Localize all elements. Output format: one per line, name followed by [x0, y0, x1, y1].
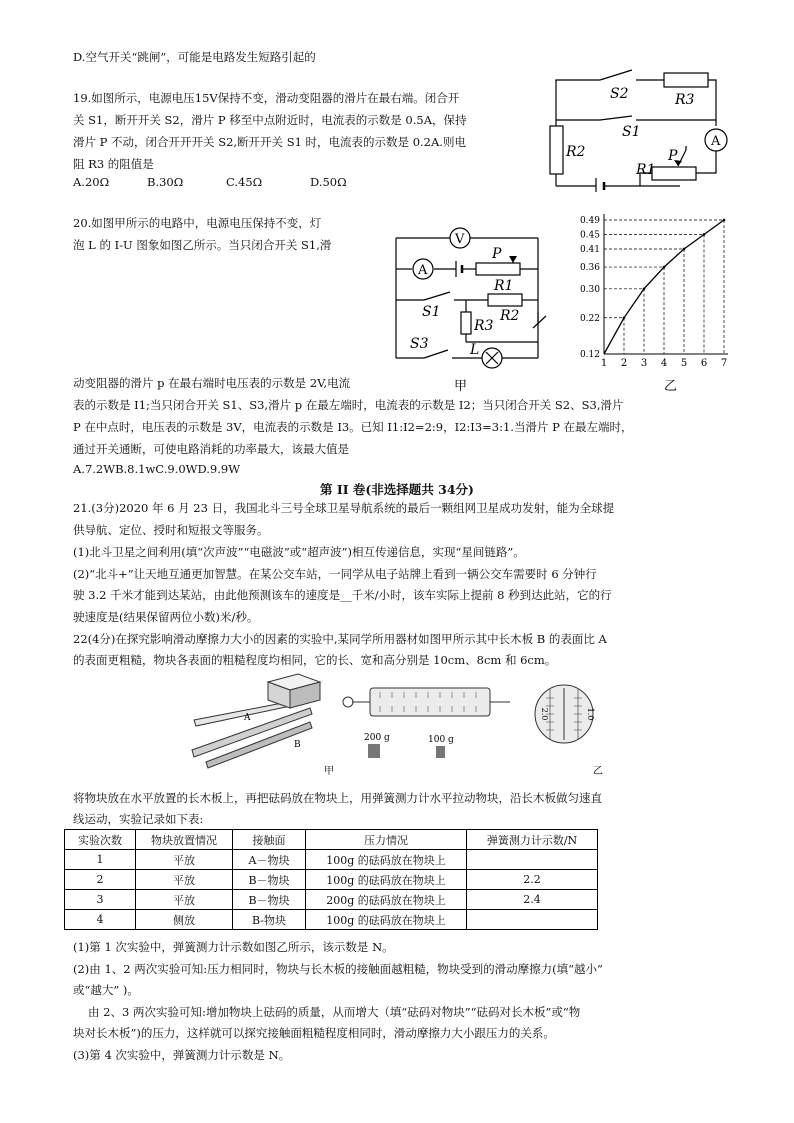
q22-line: 线运动，实验记录如下表:	[73, 812, 204, 826]
q22-question: (1)第 1 次实验中，弹簧测力计示数如图乙所示，该示数是 N。	[73, 940, 394, 954]
q21-line: 供导航、定位、授时和短报文等服务。	[73, 523, 269, 537]
q20-label-p: P	[492, 246, 502, 262]
table-row	[65, 910, 598, 930]
q22-question: 块对长木板”)的压力，这样就可以探究接触面粗糙程度相同时，滑动摩擦力大小跟压力的关系。	[73, 1026, 555, 1040]
q22-line: 将物块放在水平放置的长木板上，再把砝码放在物块上，用弹簧测力计水平拉动物块，沿长木板做匀速直	[73, 791, 602, 805]
q20-ammeter-label: A	[418, 263, 428, 278]
table-cell: 200g 的砝码放在物块上	[306, 890, 467, 910]
table-header-row	[65, 830, 598, 850]
dial-left-label: 2.0	[540, 707, 549, 721]
q19-line: 阻 R3 的阻值是	[73, 157, 154, 171]
q19-option-a: A.20Ω	[73, 175, 110, 189]
table-header: 接触面	[233, 830, 306, 850]
q19-label-r1: R1	[636, 162, 656, 178]
q19-line: 关 S1，断开开关 S2，滑片 P 移至中点附近时，电流表的示数是 0.5A，保持	[73, 113, 467, 127]
y-tick-label: 0.36	[579, 263, 600, 274]
q20-circuit-diagram	[388, 216, 558, 396]
table-header: 压力情况	[306, 830, 467, 850]
q19-label-s2: S2	[610, 86, 629, 102]
q19-circuit-diagram	[540, 42, 740, 192]
table-cell: B-物块	[233, 910, 306, 930]
y-tick-label: 0.45	[579, 230, 600, 241]
table-cell: 100g 的砝码放在物块上	[306, 910, 467, 930]
q20-line: 20.如图甲所示的电路中，电源电压保持不变，灯	[73, 216, 322, 230]
table-cell: 侧放	[136, 910, 233, 930]
table-cell: B－物块	[233, 870, 306, 890]
q22-caption-jia: 甲	[324, 766, 334, 777]
q20-label-l: L	[470, 342, 480, 358]
q19-option-c: C.45Ω	[226, 175, 263, 189]
q19-label-p: P	[668, 148, 678, 164]
q19-label-r3: R3	[675, 92, 695, 108]
weight-100g	[436, 746, 445, 758]
dial-right-label: 1.0	[586, 707, 595, 721]
table-header: 物块放置情况	[136, 830, 233, 850]
q20-line: P 在中点时，电压表的示数是 3V，电流表的示数是 I3。已知 I1:I2=2:9，I2:I3=3:1.当滑片 P 在最左端时，	[73, 420, 633, 434]
q20-line: 动变阻器的滑片 p 在最右端时电压表的示数是 2V,电流	[73, 376, 351, 390]
table-cell: 100g 的砝码放在物块上	[306, 850, 467, 870]
x-tick-label: 4	[660, 358, 668, 369]
q21-line: (1)北斗卫星之间利用(填“次声波”“电磁波”或“超声波”)相互传递信息，实现“星间链路”。	[73, 545, 525, 559]
x-tick-label: 6	[700, 358, 708, 369]
q20-label-r3: R3	[474, 318, 494, 334]
q20-caption-jia: 甲	[454, 379, 468, 394]
q20-label-s1: S1	[422, 304, 441, 320]
q19-ammeter-label: A	[711, 134, 721, 149]
table-row	[65, 870, 598, 890]
q20-line: 泡 L 的 I-U 图象如图乙所示。当只闭合开关 S1,滑	[73, 238, 332, 252]
q19-line: 滑片 P 不动，闭合开开开关 S2,断开开关 S1 时，电流表的示数是 0.2A.则电	[73, 135, 466, 149]
table-row	[65, 850, 598, 870]
q20-iu-graph	[568, 210, 738, 395]
x-tick-label: 2	[620, 358, 628, 369]
q21-line: 21.(3分)2020 年 6 月 23 日，我国北斗三号全球卫星导航系统的最后一颗组网卫星成功发射，能为全球提	[73, 501, 615, 515]
weight-200g-label: 200 g	[364, 733, 390, 743]
table-cell: 2.2	[467, 870, 598, 890]
q20-label-r1: R1	[494, 278, 514, 294]
y-tick-label: 0.22	[579, 313, 600, 324]
q22-apparatus-figure	[180, 670, 620, 785]
table-header: 实验次数	[65, 830, 136, 850]
q22-line: 的表面更粗糙，物块各表面的粗糙程度均相同，它的长、宽和高分别是 10cm、8cm 和 6cm。	[73, 653, 557, 667]
table-cell: 2.4	[467, 890, 598, 910]
table-cell: 3	[65, 890, 136, 910]
q18-option-d: D.空气开关“跳闸”，可能是电路发生短路引起的	[73, 50, 316, 64]
table-cell: 平放	[136, 850, 233, 870]
table-cell	[467, 910, 598, 930]
x-tick-label: 3	[640, 358, 648, 369]
q22-caption-yi: 乙	[593, 766, 603, 777]
q20-line: 通过开关通断，可使电路消耗的功率最大，该最大值是	[73, 442, 349, 456]
table-header: 弹簧测力计示数/N	[467, 830, 598, 850]
q21-line: (2)“北斗+”让天地互通更加智慧。在某公交车站，一同学从电子站牌上看到一辆公交车需要时 6 分钟行	[73, 567, 597, 581]
table-cell: A－物块	[233, 850, 306, 870]
table-row	[65, 890, 598, 910]
q19-options	[73, 175, 393, 193]
q19-option-b: B.30Ω	[147, 175, 184, 189]
q19-option-d: D.50Ω	[310, 175, 347, 189]
q19-line: 19.如图所示，电源电压15V保持不变，滑动变阻器的滑片在最右端。闭合开	[73, 91, 460, 105]
table-cell: 平放	[136, 890, 233, 910]
q20-options: A.7.2WB.8.1wC.9.0WD.9.9W	[73, 462, 241, 476]
table-cell: 平放	[136, 870, 233, 890]
section-title: 第 II 卷(非选择题共 34分)	[320, 482, 474, 497]
weight-200g	[368, 744, 380, 758]
board-b-label: B	[294, 740, 301, 750]
q22-record-table	[64, 829, 598, 930]
table-cell: 1	[65, 850, 136, 870]
board-a-label: A	[244, 713, 251, 723]
table-cell	[467, 850, 598, 870]
q22-line: 22(4分)在探究影响滑动摩擦力大小的因素的实验中,某同学所用器材如图甲所示其中长木板 B 的表面比 A	[73, 632, 607, 646]
table-cell: 4	[65, 910, 136, 930]
q20-line: 表的示数是 I1;当只闭合开关 S1、S3,滑片 p 在最左端时，电流表的示数是 I2；当只闭合开关 S2、S3,滑片	[73, 398, 624, 412]
q22-question: 或“越大” )。	[73, 983, 139, 997]
x-tick-label: 1	[600, 358, 608, 369]
q20-voltmeter-label: V	[455, 232, 465, 247]
y-tick-label: 0.49	[579, 216, 600, 226]
q19-label-s1: S1	[622, 124, 641, 140]
q20-caption-yi: 乙	[664, 379, 678, 394]
x-tick-label: 7	[720, 358, 728, 369]
table-cell: 2	[65, 870, 136, 890]
q19-label-r2: R2	[566, 144, 586, 160]
y-tick-label: 0.41	[579, 244, 600, 255]
y-tick-label: 0.30	[579, 284, 600, 295]
table-cell: B－物块	[233, 890, 306, 910]
y-tick-label: 0.12	[579, 350, 600, 360]
q21-line: 驶速度是(结果保留两位小数)米/秒。	[73, 610, 259, 624]
q22-question: 由 2、3 两次实验可知:增加物块上砝码的质量，从而增大（填“砝码对物块”“砝码对长木板”或“物	[88, 1005, 581, 1019]
weight-100g-label: 100 g	[428, 735, 454, 745]
spring-scale	[370, 688, 490, 716]
table-cell: 100g 的砝码放在物块上	[306, 870, 467, 890]
q22-question: (2)由 1、2 两次实验可知:压力相同时，物块与长木板的接触面越粗糙，物块受到的滑动摩擦力(填“越小”	[73, 962, 603, 976]
q22-question: (3)第 4 次实验中，弹簧测力计示数是 N。	[73, 1048, 291, 1062]
q20-label-r2: R2	[500, 308, 520, 324]
x-tick-label: 5	[680, 358, 688, 369]
q20-label-s3: S3	[410, 336, 429, 352]
q21-line: 驶 3.2 千米才能到达某站，由此他预测该车的速度是__千米/小时，该车实际上提前 8 秒到达此站，它的行	[73, 588, 612, 602]
